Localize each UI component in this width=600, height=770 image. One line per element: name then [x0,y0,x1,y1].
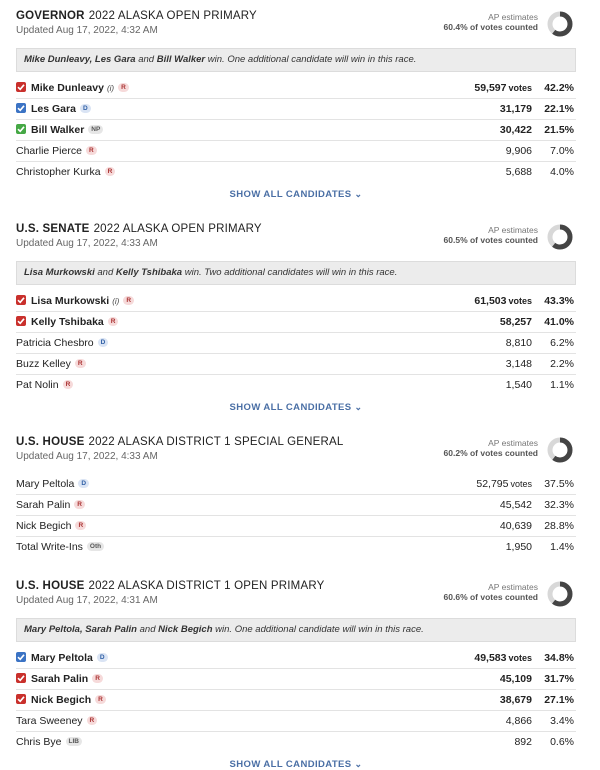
party-badge: D [97,653,108,662]
candidate-name: Sarah Palin [31,673,89,685]
updated-time: Updated Aug 17, 2022, 4:32 AM [16,25,158,36]
candidate-name: Bill Walker [31,124,85,136]
party-badge: R [75,521,86,530]
party-badge: R [75,359,86,368]
candidate-votes [506,333,532,353]
updated-time: Updated Aug 17, 2022, 4:31 AM [16,595,158,606]
vote-percent: 2.2% [550,358,574,370]
winner-check-icon [16,103,26,113]
candidate-row [16,495,576,516]
progress-donut-icon [546,223,574,251]
candidate-name: Pat Nolin [16,379,59,391]
candidate-row [16,162,576,182]
winners-last: Kelly Tshibaka [115,267,183,278]
party-badge: D [98,338,109,347]
vote-count: 49,583 [474,652,507,664]
vote-percent: 3.4% [550,715,574,727]
votes-label: votes [508,653,532,663]
candidate-row [16,690,576,711]
candidate-row [16,333,576,354]
race-office: U.S. HOUSE [16,436,85,448]
candidate-name: Mary Peltola [31,652,93,664]
race-name: 2022 ALASKA OPEN PRIMARY [93,223,262,235]
candidate-votes [514,732,532,752]
party-badge: R [105,167,116,176]
candidate-list [16,291,576,395]
chevron-down-icon: ⌄ [354,189,363,199]
candidate-name: Kelly Tshibaka [31,316,104,328]
show-all-candidates-button[interactable] [16,759,576,770]
vote-percent: 28.8% [544,520,574,532]
race-section [16,8,576,200]
winners-last: Bill Walker [156,54,206,65]
winners-names: Mike Dunleavy, Les Gara [24,54,136,65]
race-header [16,436,576,468]
candidate-votes [500,669,532,689]
vote-percent: 6.2% [550,337,574,349]
candidate-votes [500,120,532,140]
progress-donut-icon [546,580,574,608]
winners-rest: win. One additional candidate will win in this race. [207,54,417,65]
winners-names: Lisa Murkowski [24,267,95,278]
party-badge: Oth [87,542,104,551]
candidate-name: Total Write-Ins [16,541,83,553]
vote-percent: 7.0% [550,145,574,157]
candidate-row [16,474,576,495]
vote-count: 3,148 [505,358,532,370]
progress-donut-icon [546,10,574,38]
candidate-row [16,291,576,312]
vote-count: 59,597 [474,82,507,94]
winner-check-icon [16,124,26,134]
candidate-votes [506,711,532,731]
candidate-votes [474,648,532,668]
votes-label: votes [510,479,532,489]
ap-estimates [444,438,538,458]
winners-last: Nick Begich [158,624,213,635]
vote-count: 8,810 [505,337,532,349]
candidate-row [16,141,576,162]
winner-check-icon [16,694,26,704]
candidate-votes [474,291,532,311]
vote-count: 45,542 [499,499,532,511]
candidate-name: Buzz Kelley [16,358,71,370]
race-header [16,580,576,612]
candidate-votes [506,537,532,557]
votes-label: votes [508,296,532,306]
candidate-votes [506,375,532,395]
progress-donut-icon [546,436,574,464]
vote-count: 30,422 [499,124,532,136]
candidate-name: Sarah Palin [16,499,71,511]
winner-check-icon [16,295,26,305]
vote-percent: 22.1% [544,103,574,115]
race-office: U.S. HOUSE [16,580,85,592]
incumbent-marker: (i) [112,297,120,306]
vote-percent: 0.6% [550,736,574,748]
chevron-down-icon: ⌄ [354,402,363,412]
ap-estimates-label: AP estimates [488,225,538,235]
candidate-name: Mike Dunleavy [31,82,104,94]
candidate-row [16,354,576,375]
ap-estimates [444,582,538,602]
vote-count: 892 [514,736,532,748]
candidate-votes [476,474,532,494]
party-badge: R [74,500,85,509]
votes-label: votes [508,83,532,93]
show-all-label: SHOW ALL CANDIDATES [229,189,352,200]
party-badge: D [80,104,91,113]
party-badge: R [123,296,134,305]
candidate-votes [506,354,532,374]
winners-banner: Lisa Murkowski and Kelly Tshibaka win. Two additional candidates will win in this race. [16,261,576,285]
candidate-name: Mary Peltola [16,478,75,490]
party-badge: R [92,674,103,683]
race-header [16,10,576,42]
candidate-name: Lisa Murkowski [31,295,110,307]
votes-counted: 60.5% of votes counted [443,235,538,245]
ap-estimates [444,12,538,32]
show-all-label: SHOW ALL CANDIDATES [229,759,352,770]
race-office: U.S. SENATE [16,223,90,235]
party-badge: NP [88,125,103,134]
vote-percent: 1.4% [550,541,574,553]
candidate-votes [506,162,532,182]
candidate-name: Christopher Kurka [16,166,101,178]
candidate-row [16,375,576,395]
vote-count: 1,950 [505,541,532,553]
vote-count: 9,906 [505,145,532,157]
winners-names: Mary Peltola, Sarah Palin [24,624,137,635]
race-name: 2022 ALASKA DISTRICT 1 OPEN PRIMARY [88,580,325,592]
candidate-list [16,648,576,752]
vote-percent: 34.8% [544,652,574,664]
vote-count: 1,540 [505,379,532,391]
party-badge: D [78,479,89,488]
vote-count: 58,257 [499,316,532,328]
race-name: 2022 ALASKA DISTRICT 1 SPECIAL GENERAL [88,436,344,448]
candidate-votes [500,312,532,332]
vote-percent: 37.5% [544,478,574,490]
vote-percent: 1.1% [550,379,574,391]
vote-percent: 42.2% [544,82,574,94]
race-section [16,434,576,557]
candidate-name: Patricia Chesbro [16,337,94,349]
vote-count: 38,679 [499,694,532,706]
party-badge: R [63,380,74,389]
votes-counted: 60.4% of votes counted [443,22,538,32]
race-office: GOVERNOR [16,10,85,22]
candidate-name: Nick Begich [16,520,72,532]
vote-count: 45,109 [499,673,532,685]
votes-counted: 60.6% of votes counted [443,592,538,602]
candidate-name: Charlie Pierce [16,145,82,157]
winners-rest: win. One additional candidate will win in this race. [215,624,424,635]
race-header [16,223,576,255]
vote-count: 4,866 [505,715,532,727]
vote-count: 5,688 [505,166,532,178]
candidate-list [16,78,576,182]
vote-count: 31,179 [499,103,532,115]
vote-percent: 41.0% [544,316,574,328]
candidate-row [16,78,576,99]
candidate-votes [506,141,532,161]
party-badge: R [95,695,106,704]
party-badge: R [87,716,98,725]
candidate-list [16,474,576,557]
candidate-row [16,516,576,537]
candidate-name: Les Gara [31,103,76,115]
vote-count: 61,503 [474,295,507,307]
candidate-row [16,99,576,120]
candidate-row [16,732,576,752]
winner-check-icon [16,82,26,92]
party-badge: LIB [66,737,82,746]
candidate-name: Chris Bye [16,736,62,748]
candidate-row [16,312,576,333]
incumbent-marker: (i) [106,84,115,93]
ap-estimates [444,225,538,245]
candidate-row [16,120,576,141]
candidate-row [16,711,576,732]
candidate-votes [474,78,532,98]
winners-banner: Mary Peltola, Sarah Palin and Nick Begich win. One additional candidate will win in this race. [16,618,576,642]
show-all-label: SHOW ALL CANDIDATES [229,402,352,413]
party-badge: R [118,83,129,92]
vote-count: 40,639 [499,520,532,532]
ap-estimates-label: AP estimates [488,582,538,592]
candidate-row [16,537,576,557]
candidate-votes [500,99,532,119]
race-section [16,578,576,770]
race-name: 2022 ALASKA OPEN PRIMARY [88,10,257,22]
ap-estimates-label: AP estimates [488,12,538,22]
candidate-votes [500,495,532,515]
updated-time: Updated Aug 17, 2022, 4:33 AM [16,238,158,249]
votes-counted: 60.2% of votes counted [443,448,538,458]
candidate-votes [500,690,532,710]
vote-percent: 43.3% [544,295,574,307]
vote-percent: 4.0% [550,166,574,178]
candidate-row [16,648,576,669]
race-section [16,221,576,413]
ap-estimates-label: AP estimates [488,438,538,448]
vote-count: 52,795 [476,478,509,490]
winners-banner: Mike Dunleavy, Les Gara and Bill Walker win. One additional candidate will win in this race. [16,48,576,72]
chevron-down-icon: ⌄ [354,759,363,769]
vote-percent: 21.5% [544,124,574,136]
candidate-name: Tara Sweeney [16,715,83,727]
vote-percent: 27.1% [544,694,574,706]
candidate-votes [500,516,532,536]
updated-time: Updated Aug 17, 2022, 4:33 AM [16,451,158,462]
winners-rest: win. Two additional candidates will win in this race. [184,267,398,278]
vote-percent: 31.7% [544,673,574,685]
candidate-row [16,669,576,690]
show-all-candidates-button[interactable] [16,402,576,413]
party-badge: R [86,146,97,155]
party-badge: R [108,317,119,326]
vote-percent: 32.3% [544,499,574,511]
candidate-name: Nick Begich [31,694,92,706]
winner-check-icon [16,316,26,326]
winner-check-icon [16,652,26,662]
winner-check-icon [16,673,26,683]
show-all-candidates-button[interactable] [16,189,576,200]
